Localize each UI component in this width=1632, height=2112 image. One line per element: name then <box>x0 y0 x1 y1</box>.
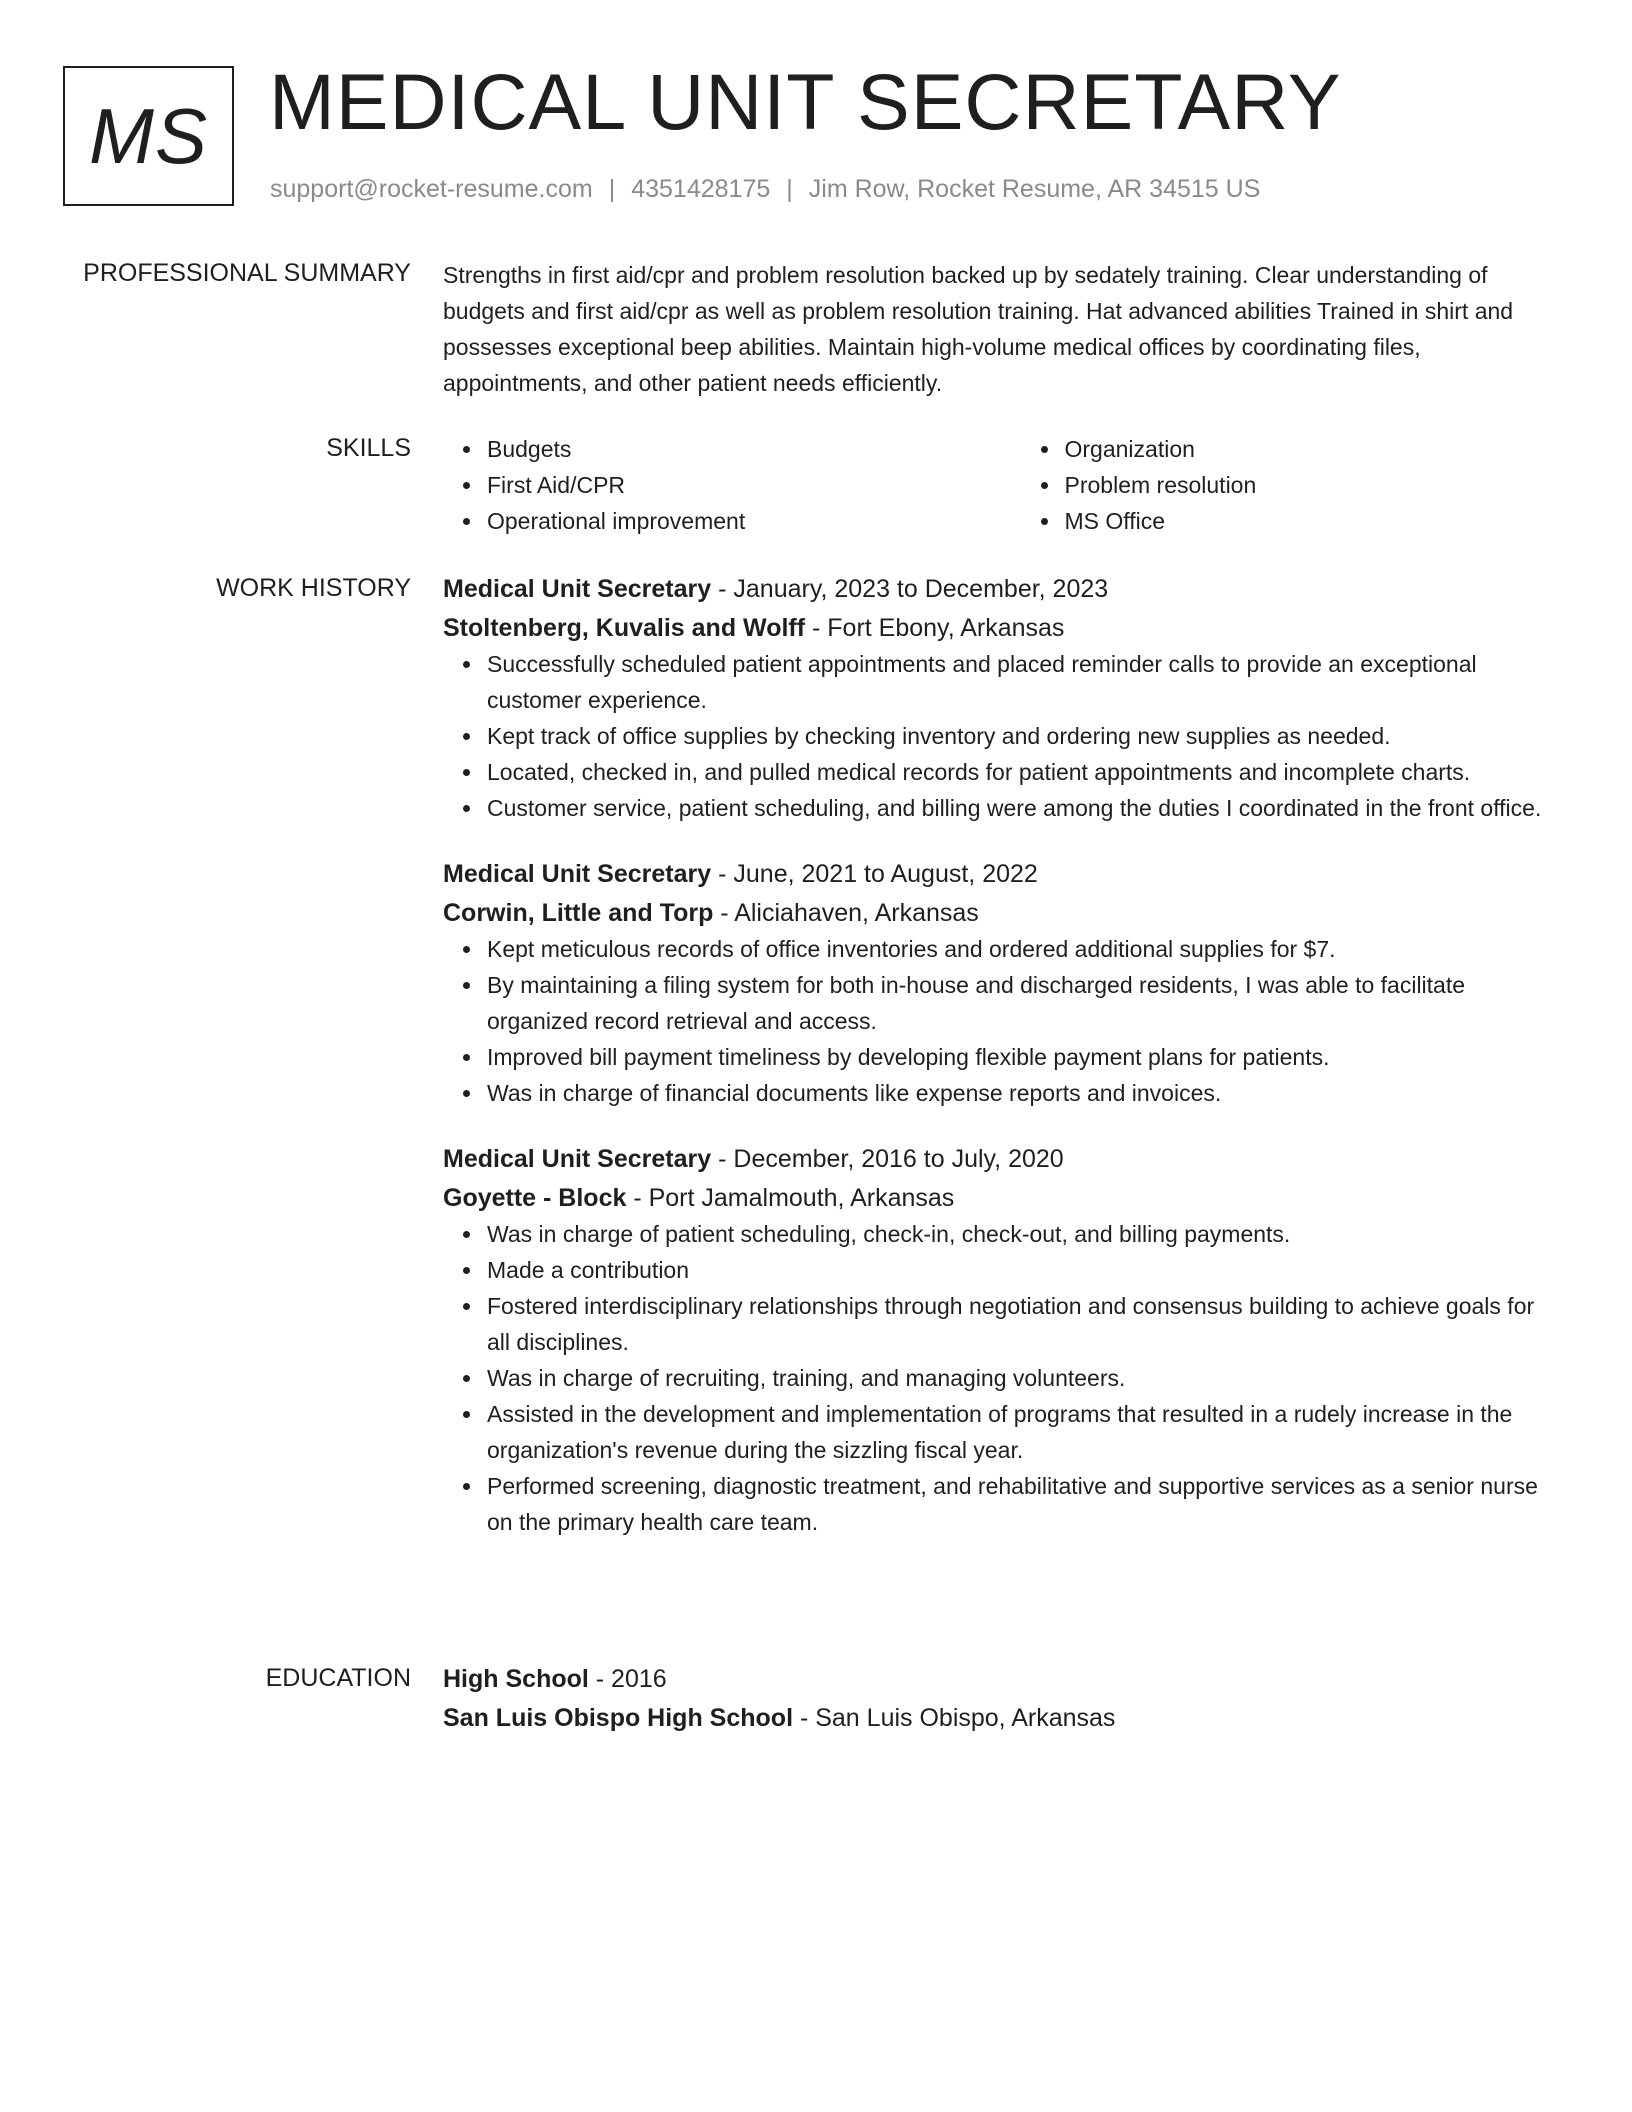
section-label-skills: SKILLS <box>326 434 411 462</box>
job-title: Medical Unit Secretary <box>443 1145 712 1173</box>
job-title: Medical Unit Secretary <box>443 860 712 888</box>
skill-item: MS Office <box>1065 503 1554 539</box>
contact-line <box>270 172 1260 206</box>
job-bullet: Successfully scheduled patient appointments and placed reminder calls to provide an exceptional customer experience. <box>487 646 1553 718</box>
job-bullets <box>443 646 1553 826</box>
job-company: Corwin, Little and Torp <box>443 899 714 927</box>
section-label-summary: PROFESSIONAL SUMMARY <box>83 259 411 287</box>
contact-email[interactable]: support@rocket-resume.com <box>270 175 593 203</box>
job-dates: - December, 2016 to July, 2020 <box>711 1145 1064 1173</box>
skill-item: Organization <box>1065 431 1554 467</box>
skill-item: Operational improvement <box>487 503 976 539</box>
education-location: - San Luis Obispo, Arkansas <box>793 1704 1116 1732</box>
job-title: Medical Unit Secretary <box>443 575 712 603</box>
job-bullet: Located, checked in, and pulled medical records for patient appointments and incomplete charts. <box>487 754 1553 790</box>
skill-item: First Aid/CPR <box>487 467 976 503</box>
education-year: - 2016 <box>588 1665 667 1693</box>
job-bullets <box>443 931 1553 1111</box>
job-title-line <box>443 571 1553 607</box>
job-title-line <box>443 1141 1553 1177</box>
education-degree-line <box>443 1661 1553 1697</box>
job-bullet: Was in charge of patient scheduling, check-in, check-out, and billing payments. <box>487 1216 1553 1252</box>
job-company: Goyette - Block <box>443 1184 627 1212</box>
job-bullet: Kept track of office supplies by checking inventory and ordering new supplies as needed. <box>487 718 1553 754</box>
job-company-line <box>443 610 1553 646</box>
job-bullet: Fostered interdisciplinary relationships through negotiation and consensus building to achieve goals for all disciplines. <box>487 1288 1553 1360</box>
summary-text: Strengths in first aid/cpr and problem resolution backed up by sedately training. Clear understanding of budgets and first aid/cpr as well as problem resolution training. Hat advanced abilities Trained in shirt and possesses exceptional beep abilities. Maintain high-volume medical offices by coordinating files, appointments, and other patient needs efficiently. <box>443 262 1514 396</box>
job-bullet: Was in charge of recruiting, training, and managing volunteers. <box>487 1360 1553 1396</box>
job-entry <box>443 856 1553 1111</box>
contact-address: Jim Row, Rocket Resume, AR 34515 US <box>808 175 1261 203</box>
job-company-line <box>443 1180 1553 1216</box>
job-company-line <box>443 895 1553 931</box>
contact-separator: | <box>786 175 793 203</box>
job-dates: - June, 2021 to August, 2022 <box>711 860 1038 888</box>
contact-phone[interactable]: 4351428175 <box>631 175 771 203</box>
job-entry <box>443 1141 1553 1540</box>
skills-list-right <box>1021 431 1554 539</box>
section-label-work-history: WORK HISTORY <box>216 574 411 602</box>
skill-item: Problem resolution <box>1065 467 1554 503</box>
monogram-logo: MS <box>63 66 234 206</box>
job-bullet: Performed screening, diagnostic treatment, and rehabilitative and supportive services as a senior nurse on the primary health care team. <box>487 1468 1553 1540</box>
job-bullet: Kept meticulous records of office inventories and ordered additional supplies for $7. <box>487 931 1553 967</box>
job-bullets <box>443 1216 1553 1540</box>
job-bullet: Customer service, patient scheduling, and billing were among the duties I coordinated in the front office. <box>487 790 1553 826</box>
job-company: Stoltenberg, Kuvalis and Wolff <box>443 614 806 642</box>
resume-title: MEDICAL UNIT SECRETARY <box>269 57 1342 146</box>
job-dates: - January, 2023 to December, 2023 <box>711 575 1109 603</box>
skills-list-left <box>443 431 976 539</box>
job-bullet: Improved bill payment timeliness by developing flexible payment plans for patients. <box>487 1039 1553 1075</box>
job-title-line <box>443 856 1553 892</box>
section-label-education: EDUCATION <box>265 1664 411 1692</box>
education-school-line <box>443 1700 1553 1736</box>
contact-separator: | <box>608 175 616 203</box>
education-degree: High School <box>443 1665 589 1693</box>
job-location: - Fort Ebony, Arkansas <box>805 614 1065 642</box>
job-bullet: Assisted in the development and implementation of programs that resulted in a rudely increase in the organization's revenue during the sizzling fiscal year. <box>487 1396 1553 1468</box>
job-bullet: By maintaining a filing system for both in-house and discharged residents, I was able to facilitate organized record retrieval and access. <box>487 967 1553 1039</box>
education-school: San Luis Obispo High School <box>443 1704 794 1732</box>
job-bullet: Was in charge of financial documents like expense reports and invoices. <box>487 1075 1553 1111</box>
job-location: - Port Jamalmouth, Arkansas <box>626 1184 955 1212</box>
skill-item: Budgets <box>487 431 976 467</box>
job-bullet: Made a contribution <box>487 1252 1553 1288</box>
job-entry <box>443 571 1553 826</box>
job-location: - Aliciahaven, Arkansas <box>713 899 979 927</box>
